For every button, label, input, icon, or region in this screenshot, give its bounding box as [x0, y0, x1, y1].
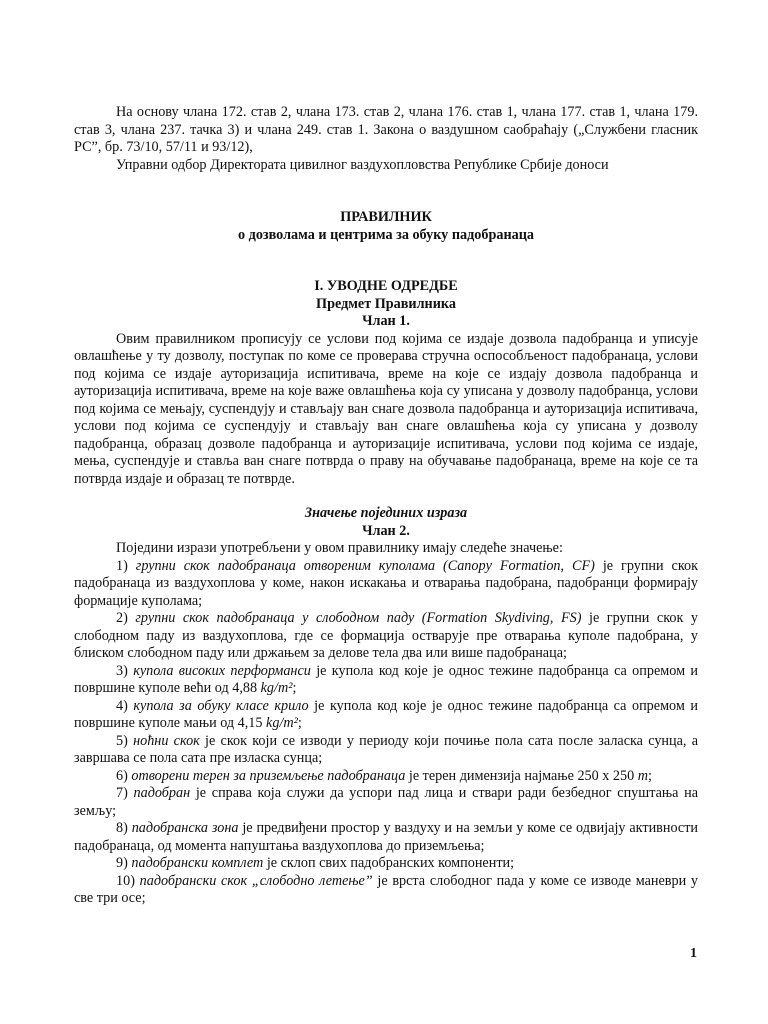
definition-term: ноћни скок — [133, 732, 200, 749]
definition-term: купола високих перформанси — [133, 662, 311, 679]
definition-text: је врста слободног пада у коме се изводе маневри у све три осе; — [74, 872, 698, 906]
document-subtitle: о дозволама и центрима за обуку падобранаца — [238, 226, 534, 243]
definition-tail: ; — [292, 680, 297, 696]
article-intro: Поједини изрази употребљени у овом правилнику имају следеће значење: — [116, 540, 563, 556]
definition-unit: kg/m² — [266, 715, 298, 731]
definition-number: 1) — [116, 557, 128, 574]
definition-item — [74, 820, 698, 855]
page-number: 1 — [690, 946, 697, 961]
definition-item — [74, 768, 698, 786]
definition-number: 10) — [116, 872, 135, 889]
definition-number: 8) — [116, 820, 128, 836]
definition-item — [74, 698, 698, 733]
definition-item — [74, 873, 698, 908]
definition-item — [74, 663, 698, 698]
definition-number: 2) — [116, 610, 128, 626]
definition-term: падобрански комплет — [131, 855, 264, 871]
section-subheading: Значење појединих израза — [304, 505, 468, 521]
definition-term: падобранска зона — [131, 820, 239, 836]
definition-item — [74, 855, 698, 873]
definition-term: падобран — [133, 785, 191, 801]
definition-number: 5) — [116, 732, 128, 749]
definition-number: 6) — [116, 767, 128, 784]
definition-text: је терен димензија најмање 250 x 250 — [405, 767, 638, 784]
definition-text: је групни скок у слободном паду из ваздухоплова, где се формација остварује пре отварања куполе падобрана, у блиском слободном паду или држањем за делове тела два или више падобранаца; — [74, 610, 699, 661]
article-number: Члан 2. — [362, 522, 410, 539]
definition-text: је справа која служи да успори пад лица и ствари ради безбедног спуштања на земљу; — [74, 785, 698, 819]
document-title: ПРАВИЛНИК — [340, 209, 432, 225]
definitions-list — [74, 558, 698, 908]
definition-text: је групни скок падобранаца из ваздухоплова у коме, након искакања и отварања падобрана, падобранци формирају формације куполама; — [74, 557, 699, 609]
definition-text: је купола код које је однос тежине падобранца са опремом и површине куполе мањи од 4,15 — [74, 697, 698, 731]
preamble-paragraph: На основу члана 172. став 2, члана 173. став 2, члана 176. став 1, члана 177. став 1, члана 179. став 3, члана 237. тачка 3) и члана 249. став 1. Закона о ваздушном саобраћају („Службени гласник РС”, бр. 73/10, 57/11 и 93/12), — [74, 104, 698, 155]
article-text: Овим правилником прописују се услови под којима се издаје дозвола падобранца и уписује овлашћење у ту дозволу, поступак по коме се проверава стручна оспособљеност падобранаца, услови под којима се издаје ауторизација испитивача, време на које се издају дозвола падобранца и ауторизација испитивача, време на које важе овлашћења која су уписана у дозволу падобранца, услови под којима се мењају, суспендују и стављају ван снаге дозвола падобранца и ауторизација испитивача, услови под којима се суспендују и стављају ван снаге овлашћења која су уписана у дозволу падобранца, образац дозволе падобранца и ауторизације испитивача, услови под којима се издаје, мења, суспендује и ставља ван снаге потврда о праву на обучавање падобранаца, време на које се та потврда издаје и образац те потврде. — [74, 330, 698, 487]
definition-item — [74, 785, 698, 820]
definition-term: падобрански скок „слободно летење” — [139, 872, 373, 889]
definition-item — [74, 733, 698, 768]
definition-unit: kg/m² — [260, 680, 293, 696]
definition-text: је скок који се изводи у периоду који почиње пола сата после заласка сунца, а завршава се пола сата пре изласка сунца; — [74, 732, 698, 766]
definition-item — [74, 610, 698, 663]
document-page — [74, 104, 698, 908]
definition-number: 7) — [116, 785, 128, 801]
definition-number: 9) — [116, 855, 128, 871]
definition-term: групни скок падобранаца отвореним куполама (Canopy Formation, CF) — [135, 557, 595, 574]
definition-number: 4) — [116, 697, 128, 714]
definition-tail: ; — [648, 767, 652, 784]
definition-term: групни скок падобранаца у слободном паду (Formation Skydiving, FS) — [135, 610, 582, 626]
definition-text: је купола код које је однос тежине падобранца са опремом и површине куполе већи од 4,88 — [74, 662, 698, 696]
preamble-issuer: Управни одбор Директората цивилног ваздухопловства Републике Србије доноси — [116, 156, 609, 173]
definition-tail: ; — [297, 715, 302, 731]
definition-term: купола за обуку класе крило — [133, 697, 309, 714]
definition-text: је предвиђени простор у ваздуху и на земљи у коме се одвијају активности падобранаца, од момента напуштања ваздухоплова до приземљења; — [74, 820, 699, 854]
definition-text: је склоп свих падобранских компоненти; — [263, 855, 515, 871]
article-number: Члан 1. — [362, 313, 410, 329]
section-heading: I. УВОДНЕ ОДРЕДБЕ — [314, 278, 458, 294]
definition-term: отворени терен за приземљење падобранаца — [131, 767, 406, 784]
definition-item — [74, 558, 698, 611]
section-subheading: Предмет Правилника — [316, 295, 456, 312]
definition-unit: m — [637, 767, 649, 784]
definition-number: 3) — [116, 662, 128, 679]
